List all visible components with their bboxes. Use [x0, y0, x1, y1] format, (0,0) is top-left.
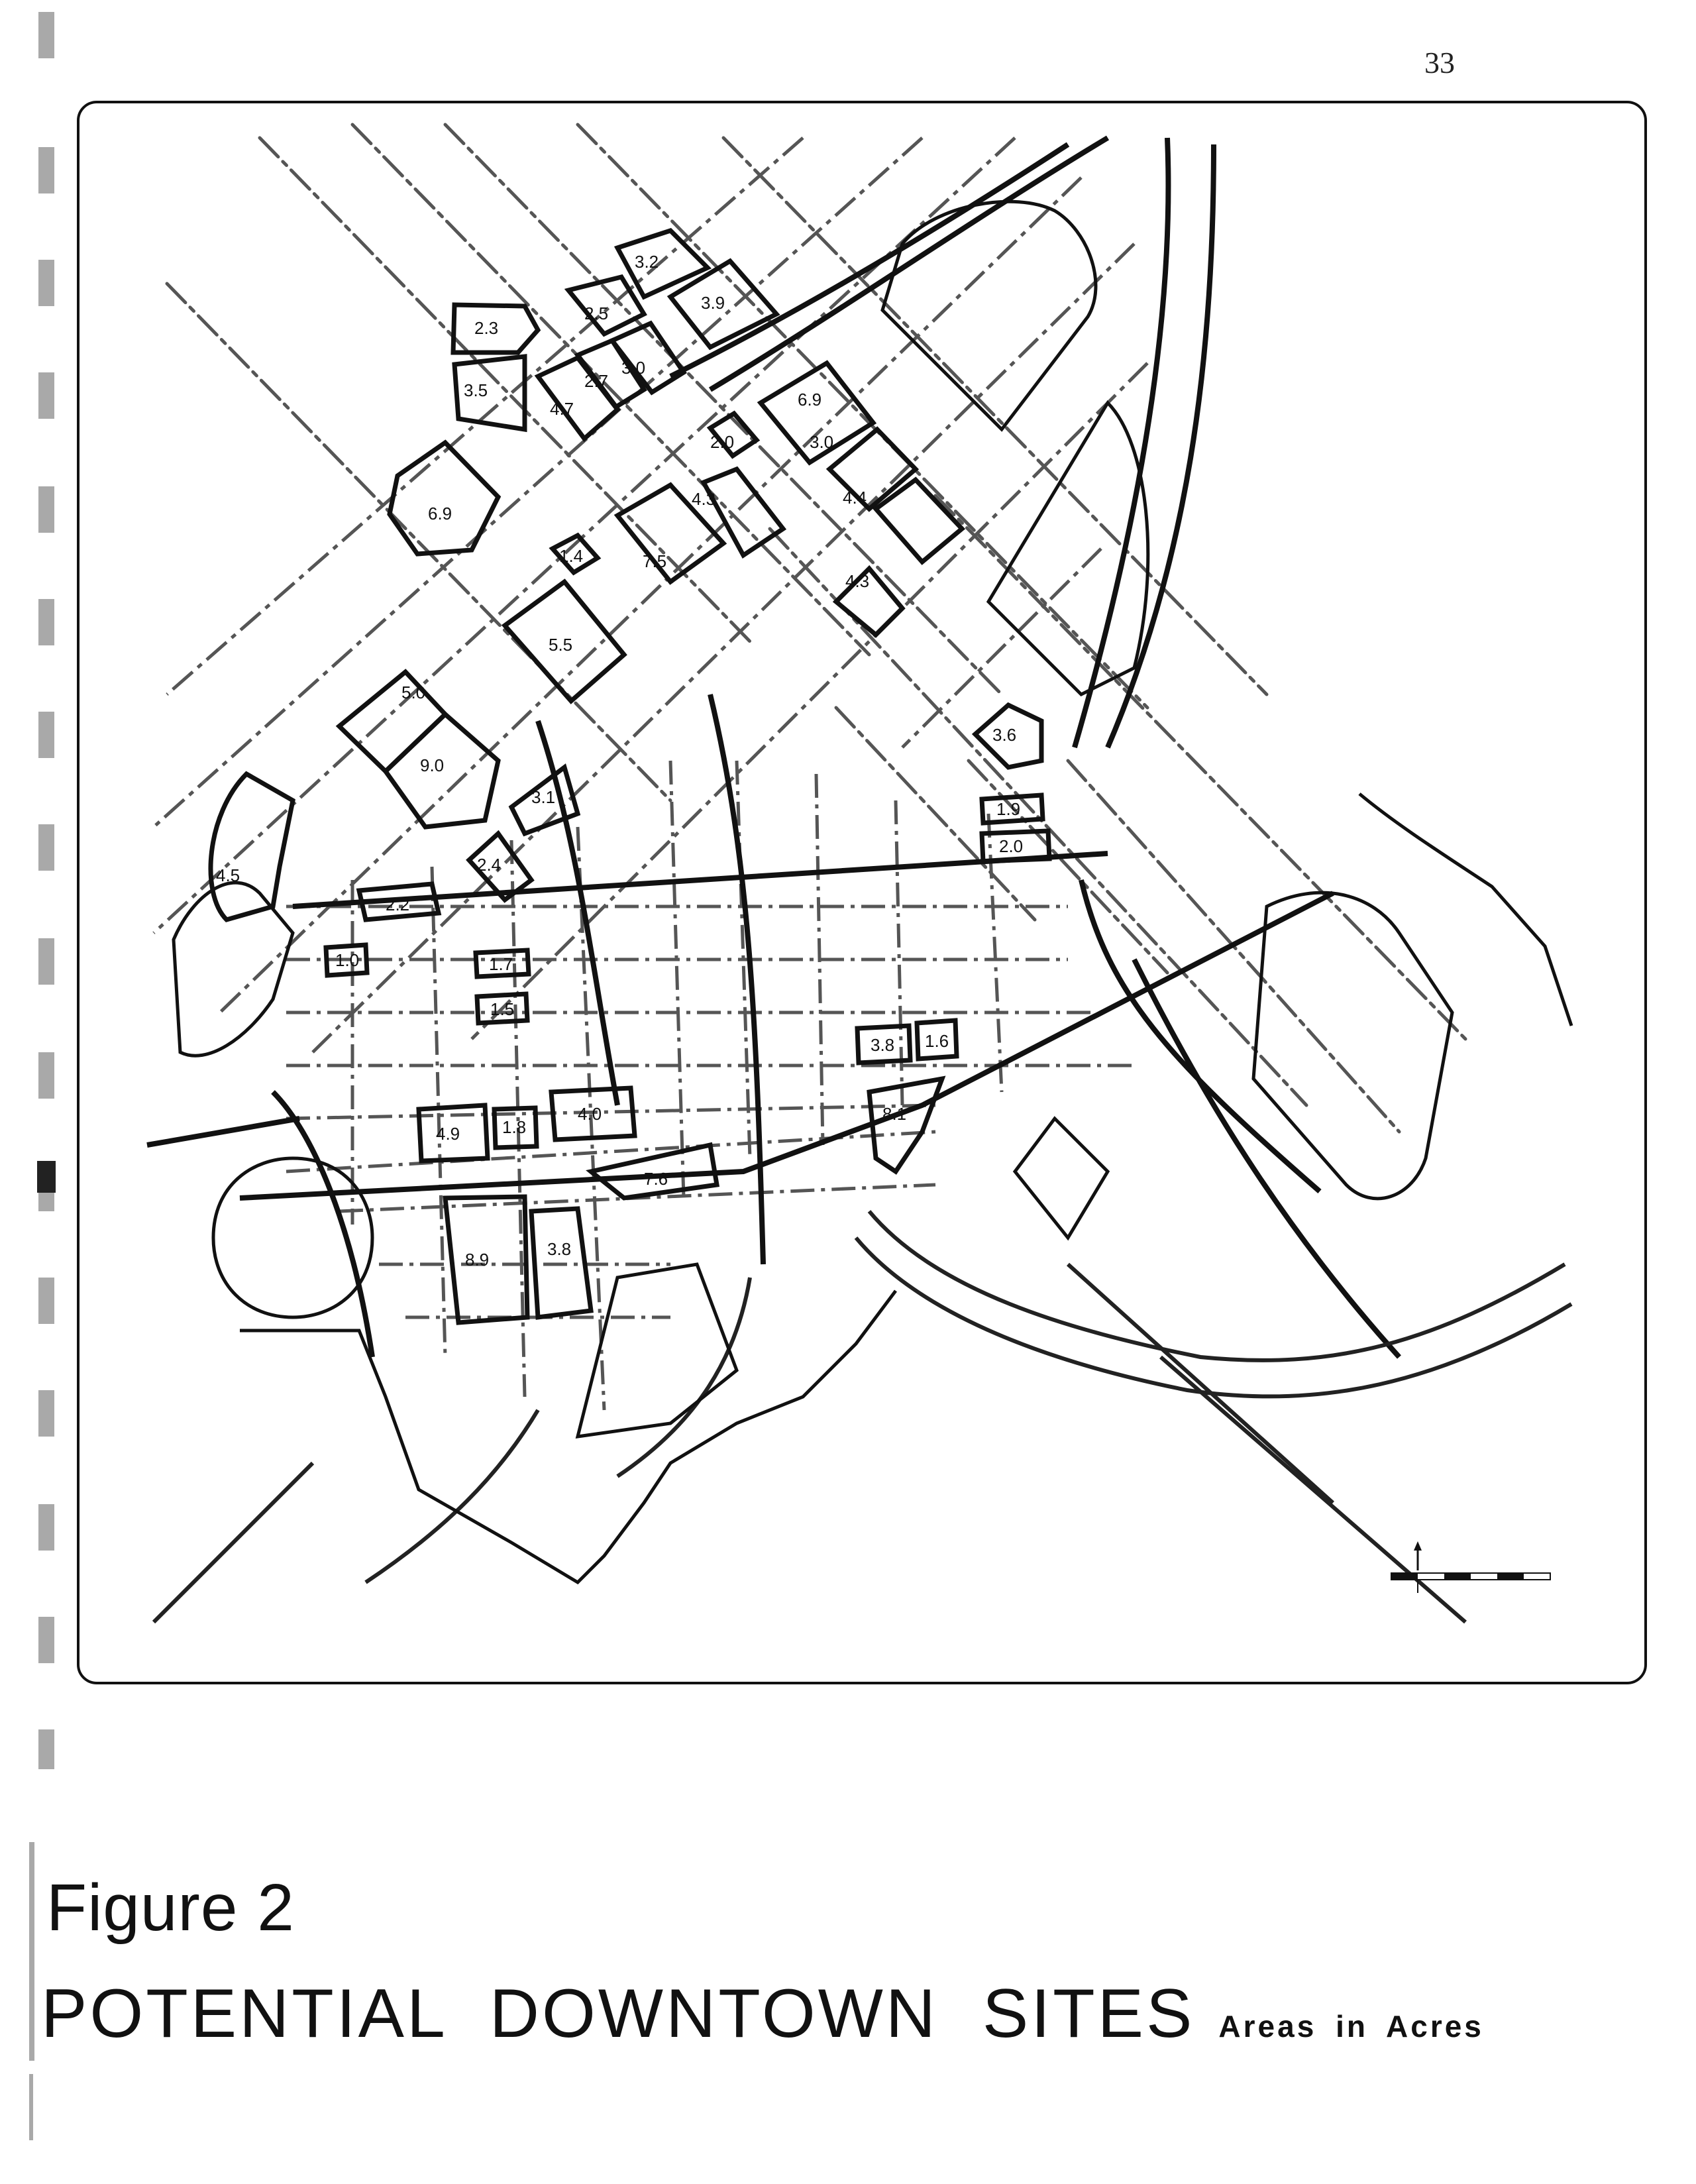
- site-area-label: 4.5: [216, 865, 240, 885]
- site-area-label: 3.0: [621, 358, 646, 378]
- site-area-label: 5.5: [549, 635, 573, 655]
- site-area-label: 4.9: [436, 1124, 460, 1144]
- site-area-label: 3.9: [701, 293, 725, 313]
- site-area-label: 5.0: [401, 682, 426, 702]
- site-area-label: 2.0: [710, 432, 735, 452]
- site-area-label: 3.6: [992, 725, 1017, 745]
- site-area-label: 7.6: [644, 1169, 668, 1189]
- site-area-label: 3.8: [871, 1035, 895, 1055]
- site-area-label: 1.6: [925, 1031, 949, 1051]
- site-area-label: 1.5: [490, 999, 515, 1019]
- site-parcel: [390, 443, 498, 554]
- site-area-label: 1.7: [489, 954, 513, 974]
- site-area-label: 3.8: [547, 1239, 572, 1259]
- figure-subtitle: Areas in Acres: [1218, 2009, 1484, 2044]
- map-border: [78, 102, 1646, 1683]
- site-area-label: 9.0: [420, 755, 445, 775]
- site-area-label: 3.1: [531, 787, 556, 807]
- site-parcel: [704, 469, 783, 555]
- site-parcel: [211, 774, 293, 920]
- site-area-label: 2.7: [584, 371, 609, 391]
- site-area-label: 8.9: [465, 1250, 490, 1270]
- street-grid: [167, 125, 1465, 1132]
- site-area-label: 1.8: [502, 1117, 527, 1137]
- site-area-label: 7.5: [643, 551, 667, 571]
- site-area-label: 4.0: [578, 1104, 602, 1124]
- site-parcel: [869, 1079, 942, 1172]
- site-area-label: 4.4: [843, 488, 867, 508]
- site-area-label: 2.0: [999, 836, 1024, 856]
- site-area-label: 2.4: [477, 855, 502, 875]
- site-area-label: 1.4: [559, 546, 584, 566]
- site-area-label: 6.9: [798, 390, 822, 410]
- scale-bar: [1391, 1541, 1550, 1593]
- site-area-label: 4.7: [550, 399, 574, 419]
- site-parcels: [211, 231, 1049, 1323]
- site-area-label: 3.5: [464, 380, 488, 400]
- binding-holes: [0, 0, 80, 2184]
- site-area-label: 2.3: [474, 318, 499, 338]
- site-area-label: 3.2: [635, 252, 659, 272]
- large-parcel-southeast: [1253, 893, 1452, 1199]
- site-area-label: 4.3: [692, 489, 716, 509]
- downtown-map: [74, 98, 1650, 1687]
- site-area-label: 4.3: [845, 571, 870, 591]
- figure-title: POTENTIAL DOWNTOWN SITES: [41, 1975, 1195, 2052]
- figure-label: Figure 2: [46, 1871, 295, 1945]
- figure-title-block: [41, 1975, 1484, 2053]
- site-area-label: 2.5: [584, 303, 609, 323]
- site-area-label: 1.0: [335, 950, 360, 970]
- site-area-label: 1.9: [996, 799, 1021, 819]
- page-number: 33: [1424, 46, 1455, 80]
- site-parcel: [538, 358, 617, 439]
- site-area-label: 8.1: [882, 1104, 907, 1124]
- site-area-label: 3.0: [810, 432, 834, 452]
- site-area-label: 6.9: [428, 504, 452, 523]
- site-area-label: 2.2: [386, 895, 410, 914]
